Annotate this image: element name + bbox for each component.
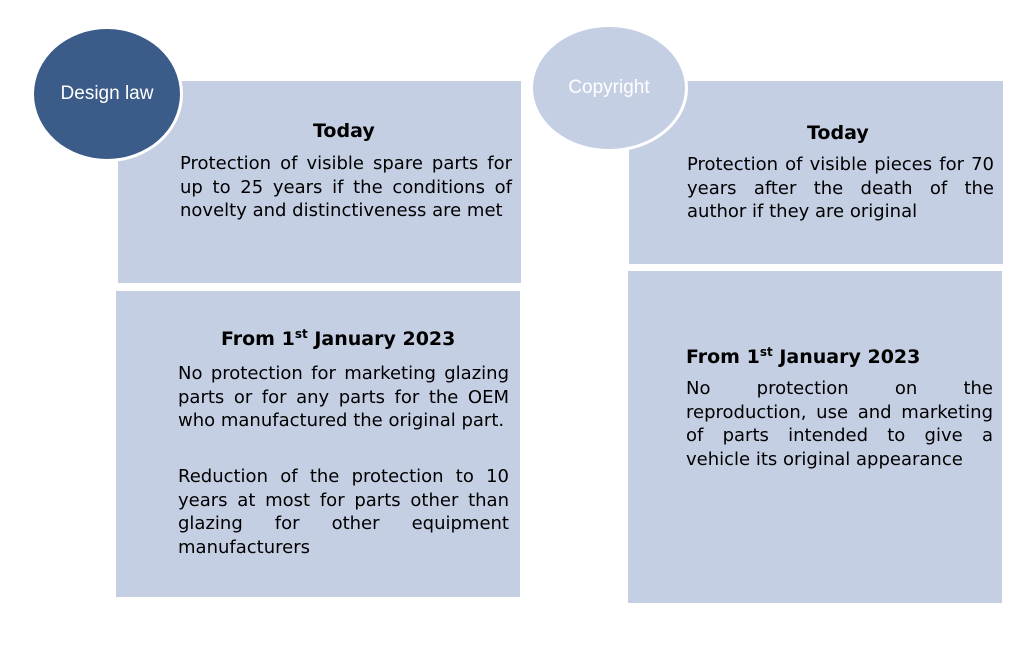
copyright-today-box	[629, 81, 1003, 264]
design-law-future-paragraph-1: No protection for marketing glazing parts or for any parts for the OEM who manufactured the original part.	[178, 363, 509, 431]
design-law-future-heading-prefix: From 1	[221, 328, 295, 350]
copyright-label: Copyright	[568, 77, 650, 98]
design-law-future-paragraph-2: Reduction of the protection to 10 years at most for parts other than glazing for other equipment manufacturers	[178, 466, 509, 558]
design-law-future-heading	[221, 327, 455, 351]
copyright-future-heading-sup: st	[759, 345, 773, 359]
copyright-future-text: No protection on the reproduction, use and marketing of parts intended to give a vehicle its original appearance	[686, 378, 993, 470]
copyright-today-text: Protection of visible pieces for 70 years after the death of the author if they are original	[687, 154, 994, 222]
design-law-future-box	[116, 291, 520, 597]
copyright-future-heading-prefix: From 1	[686, 346, 760, 368]
copyright-circle	[530, 24, 688, 152]
design-law-circle	[31, 26, 183, 162]
design-law-future-heading-sup: st	[294, 327, 308, 341]
design-law-label: Design law	[60, 83, 154, 104]
copyright-today-heading: Today	[807, 122, 869, 144]
copyright-future-heading-suffix: January 2023	[772, 346, 921, 368]
copyright-future-box	[628, 271, 1002, 603]
design-law-today-heading: Today	[313, 120, 375, 142]
design-law-future-heading-suffix: January 2023	[307, 328, 456, 350]
design-law-today-text: Protection of visible spare parts for up to 25 years if the conditions of novelty and distinctiveness are met	[180, 153, 512, 221]
copyright-future-heading	[686, 345, 920, 369]
